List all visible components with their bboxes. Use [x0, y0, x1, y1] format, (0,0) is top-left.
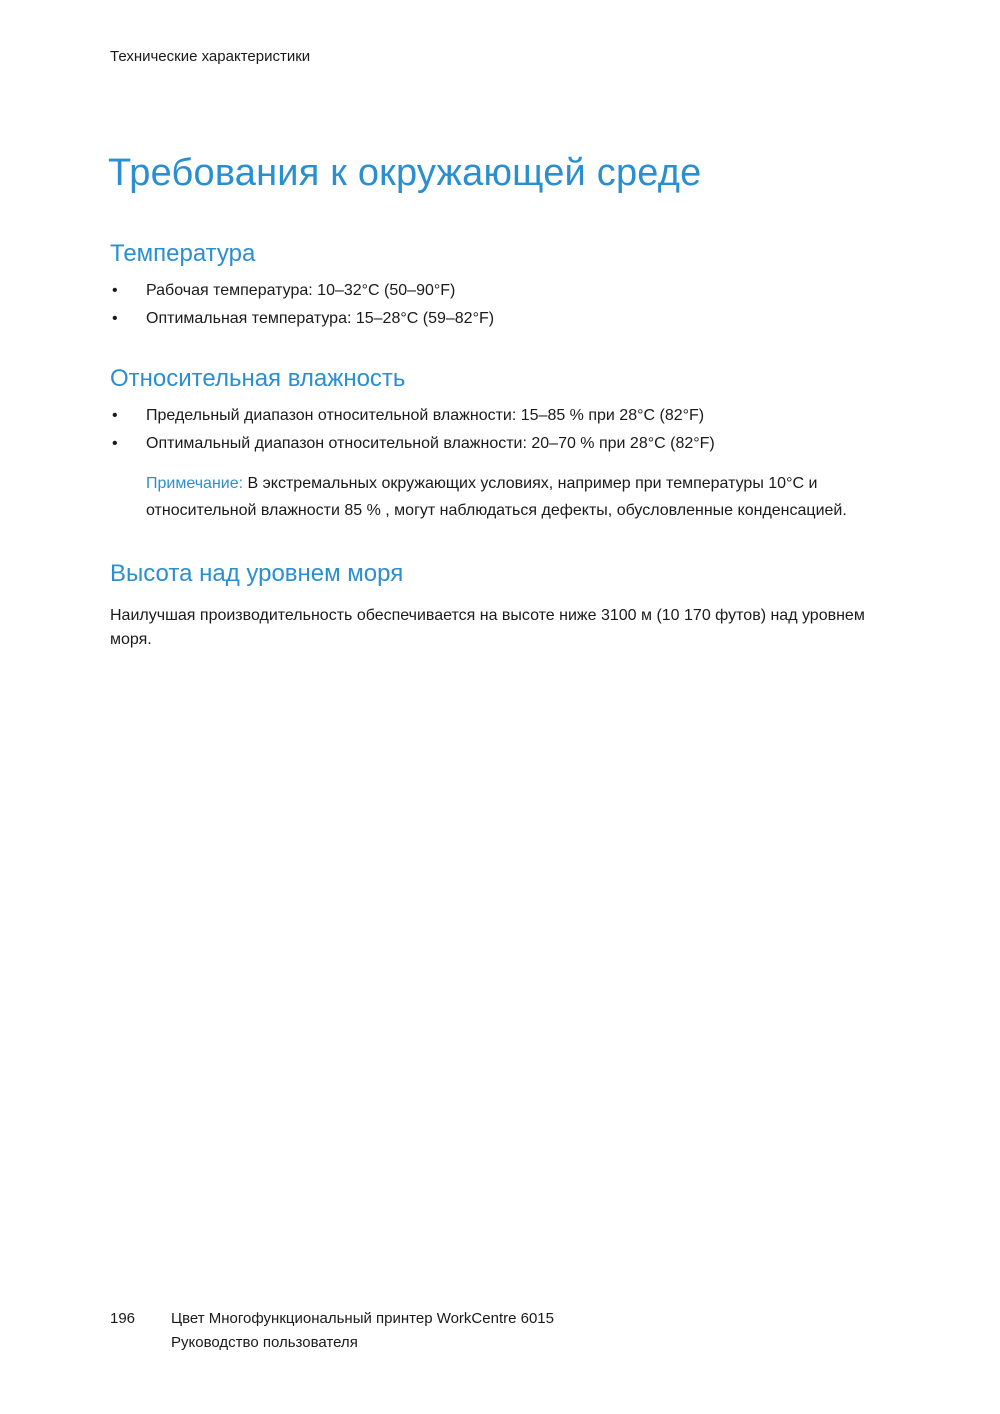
temperature-list [110, 277, 494, 333]
bullet-icon: • [112, 407, 118, 424]
guide-title: Руководство пользователя [171, 1334, 358, 1351]
altitude-heading: Высота над уровнем моря [110, 560, 404, 587]
bullet-icon: • [112, 310, 118, 327]
note-text: В экстремальных окружающих условиях, например при температуры 10°C и относительной влажности 85 % , могут наблюдаться дефекты, обусловленные конденсацией. [146, 475, 847, 519]
note-label: Примечание: [146, 475, 244, 492]
running-header: Технические характеристики [110, 48, 311, 65]
page-number: 196 [110, 1310, 136, 1327]
list-item-text: Рабочая температура: 10–32°C (50–90°F) [146, 282, 456, 299]
footer-titles [171, 1307, 554, 1355]
humidity-list [110, 402, 715, 458]
list-item-text: Оптимальная температура: 15–28°C (59–82°F) [146, 310, 495, 327]
bullet-icon: • [112, 435, 118, 452]
list-item [110, 430, 715, 458]
page-footer [110, 1307, 554, 1355]
humidity-note [146, 470, 926, 524]
humidity-heading: Относительная влажность [110, 365, 406, 392]
page-title: Требования к окружающей среде [108, 152, 702, 194]
list-item [110, 305, 494, 333]
product-line: Цвет Многофункциональный принтер WorkCentre 6015 [171, 1310, 554, 1327]
bullet-icon: • [112, 282, 118, 299]
list-item-text: Оптимальный диапазон относительной влажности: 20–70 % при 28°C (82°F) [146, 435, 715, 452]
altitude-paragraph: Наилучшая производительность обеспечивается на высоте ниже 3100 м (10 170 футов) над уровнем моря. [110, 607, 865, 648]
list-item [110, 402, 715, 430]
list-item-text: Предельный диапазон относительной влажности: 15–85 % при 28°C (82°F) [146, 407, 705, 424]
list-item [110, 277, 494, 305]
temperature-heading: Температура [110, 240, 256, 267]
